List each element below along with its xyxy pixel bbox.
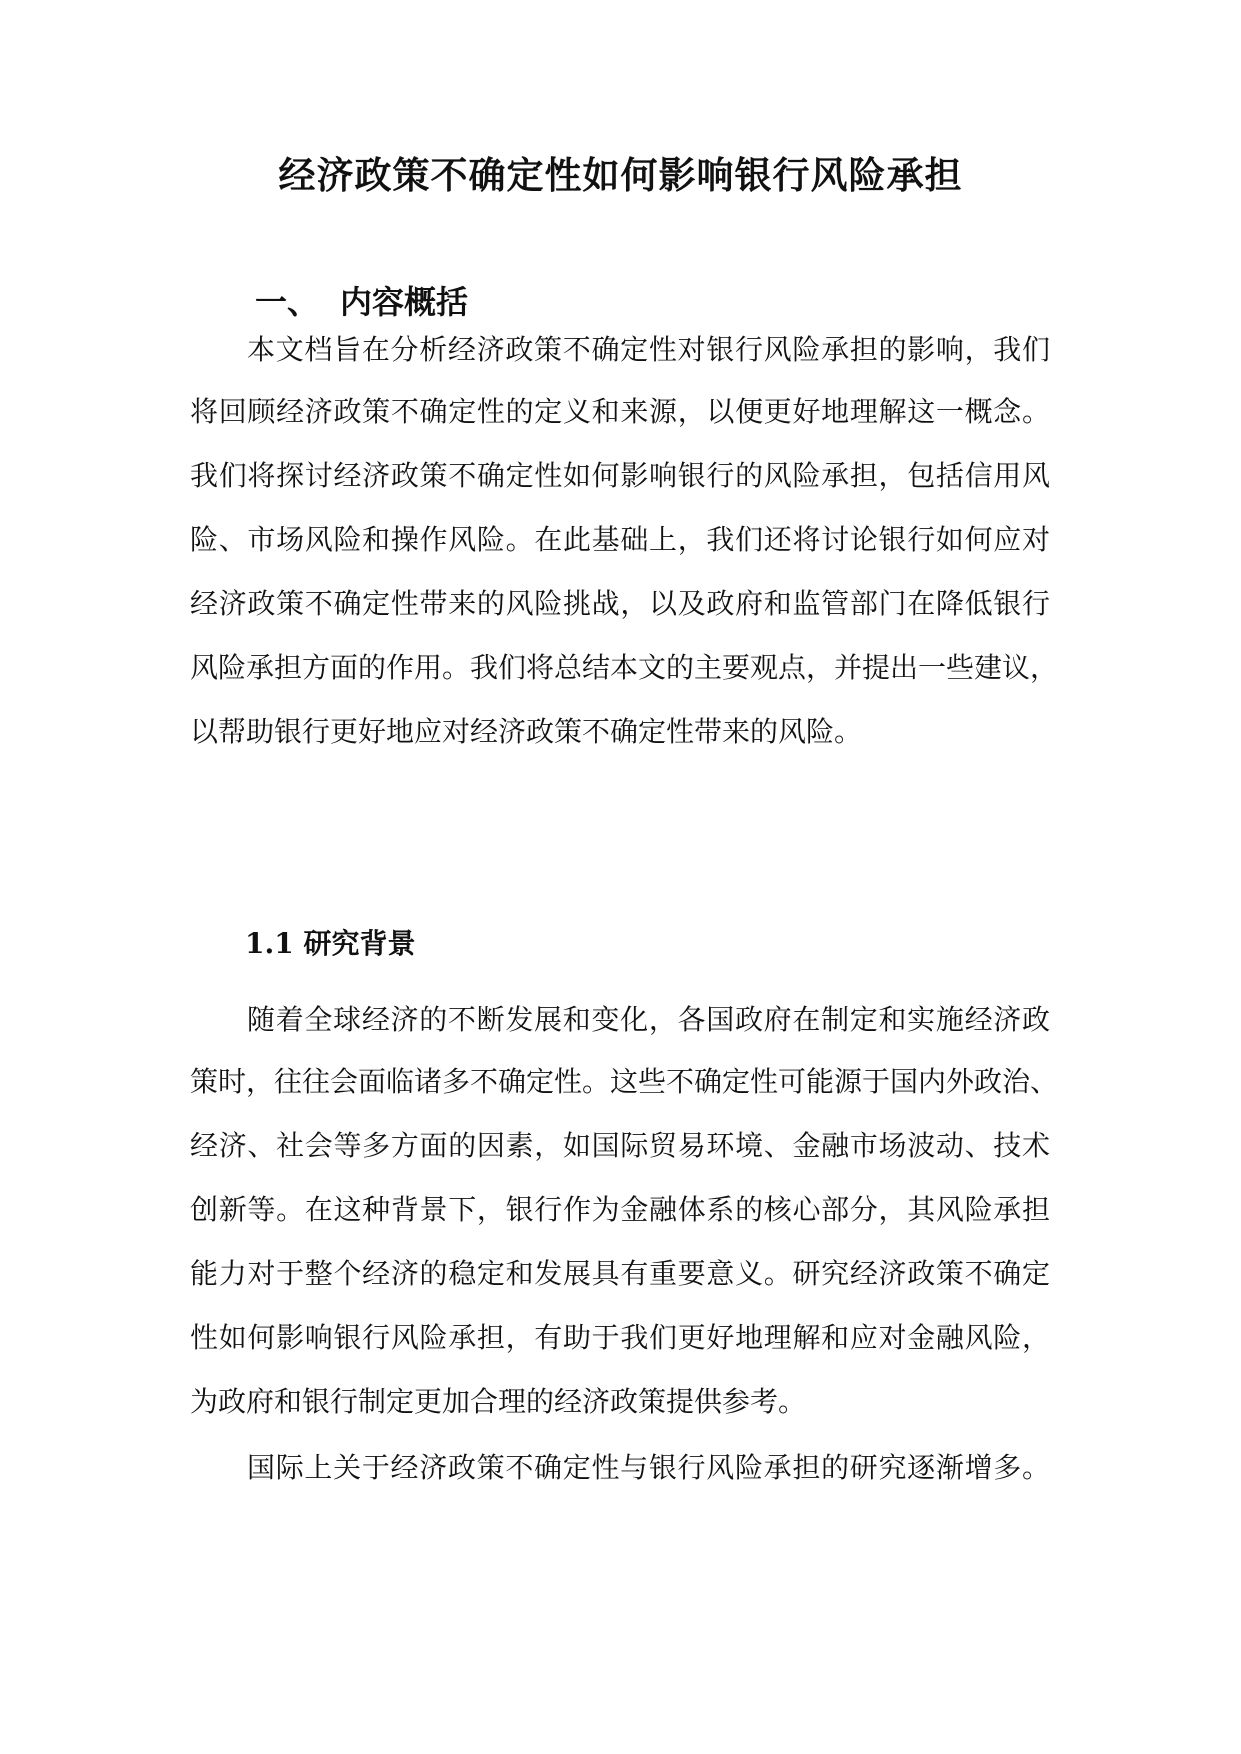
paragraph-line: 以帮助银行更好地应对经济政策不确定性带来的风险。 bbox=[190, 715, 863, 748]
section-heading-text: 内容概括 bbox=[340, 283, 469, 321]
paragraph-line: 随着全球经济的不断发展和变化，各国政府在制定和实施经济政 bbox=[247, 1003, 1050, 1036]
paragraph-line: 能力对于整个经济的稳定和发展具有重要意义。研究经济政策不确定 bbox=[190, 1257, 1050, 1290]
paragraph-line: 风险承担方面的作用。我们将总结本文的主要观点，并提出一些建议， bbox=[190, 651, 1059, 684]
section-number: 一、 bbox=[255, 283, 320, 321]
paragraph-line: 经济、社会等多方面的因素，如国际贸易环境、金融市场波动、技术 bbox=[190, 1129, 1050, 1162]
paragraph-line: 本文档旨在分析经济政策不确定性对银行风险承担的影响，我们 bbox=[247, 333, 1050, 366]
paragraph-line: 国际上关于经济政策不确定性与银行风险承担的研究逐渐增多。 bbox=[247, 1451, 1050, 1484]
paragraph-line: 策时，往往会面临诸多不确定性。这些不确定性可能源于国内外政治、 bbox=[190, 1065, 1059, 1098]
paragraph-line: 经济政策不确定性带来的风险挑战，以及政府和监管部门在降低银行 bbox=[190, 587, 1050, 620]
paragraph-line: 险、市场风险和操作风险。在此基础上，我们还将讨论银行如何应对 bbox=[190, 523, 1050, 556]
paragraph-line: 为政府和银行制定更加合理的经济政策提供参考。 bbox=[190, 1385, 807, 1418]
paragraph-line: 创新等。在这种背景下，银行作为金融体系的核心部分，其风险承担 bbox=[190, 1193, 1050, 1226]
section-heading-1 bbox=[255, 280, 468, 324]
paragraph-line: 性如何影响银行风险承担，有助于我们更好地理解和应对金融风险， bbox=[190, 1321, 1050, 1354]
paragraph-line: 将回顾经济政策不确定性的定义和来源，以便更好地理解这一概念。 bbox=[190, 395, 1050, 428]
subsection-heading-1-1: 1.1 研究背景 bbox=[245, 927, 416, 960]
document-title: 经济政策不确定性如何影响银行风险承担 bbox=[278, 153, 963, 197]
paragraph-line: 我们将探讨经济政策不确定性如何影响银行的风险承担，包括信用风 bbox=[190, 459, 1050, 492]
